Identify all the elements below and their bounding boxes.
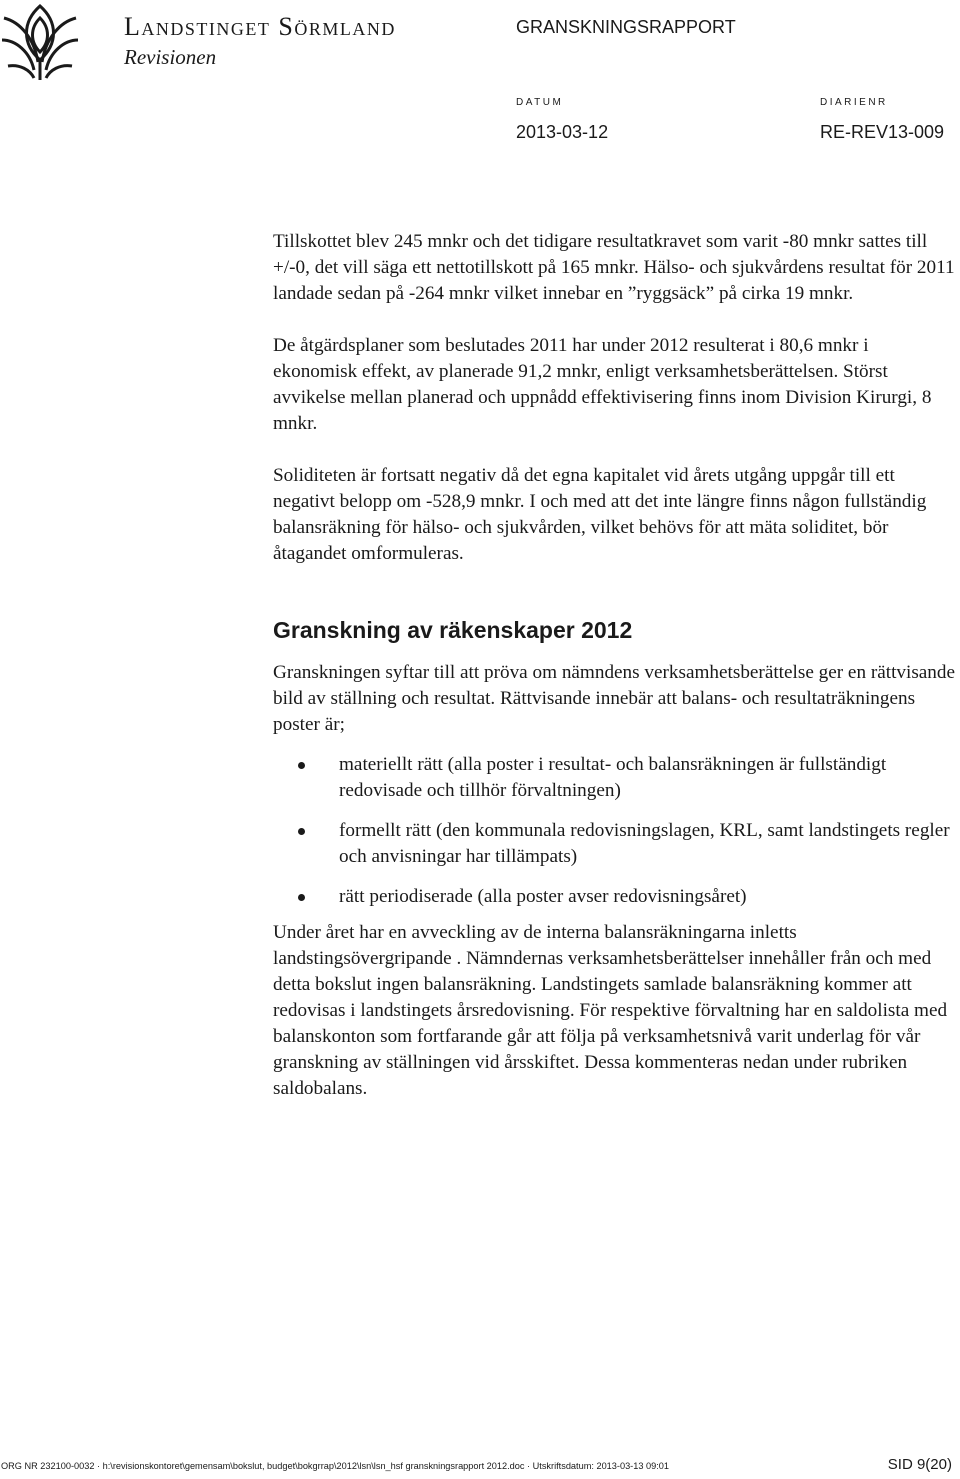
bullet-icon bbox=[298, 894, 305, 901]
paragraph-4: Granskningen syftar till att pröva om nämndens verksamhetsberättelse ger en rättvisande bild av ställning och resultat. Rättvisande innebär att balans- och resultaträkningens poster är; bbox=[273, 662, 956, 735]
bullet-list bbox=[273, 752, 957, 910]
paragraph-5: Under året har en avveckling av de interna balansräkningarna inletts landstingsövergripande . Nämndernas verksamhetsberättelser innehåller från och med detta bokslut ingen balansräkning. Landstingets samlade balansräkning kommer att redovisas i landstingets årsredovisning. För respektive förvaltning har en saldolista med balanskonton som fortfarande går att följa på verksamhetsnivå varit underlag för vår granskning av ställningen vid årsskiftet. Dessa kommenteras nedan under rubriken saldobalans. bbox=[273, 922, 948, 1099]
landstinget-logo bbox=[0, 0, 80, 80]
bullet-icon bbox=[298, 762, 305, 769]
page-number: SID 9(20) bbox=[887, 1456, 952, 1473]
bullet-icon bbox=[298, 828, 305, 835]
paragraph-3: Soliditeten är fortsatt negativ då det egna kapitalet vid årets utgång uppgår till ett negativt belopp om -528,9 mnkr. I och med att det inte längre finns någon fullständig balansräkning för hälso- och sjukvården, vilket behövs för att mäta soliditet, bör åtagandet omformuleras. bbox=[273, 465, 927, 564]
paragraph-2: De åtgärdsplaner som beslutades 2011 har under 2012 resulterat i 80,6 mnkr i ekonomisk effekt, av planerade 91,2 mnkr, enligt verksamhetsberättelsen. Störst avvikelse mellan planerad och uppnådd effektivisering finns inom Division Kirurgi, 8 mnkr. bbox=[273, 335, 932, 434]
date-value: 2013-03-12 bbox=[516, 122, 609, 142]
document-body bbox=[273, 229, 957, 1128]
list-item-text: rätt periodiserade (alla poster avser redovisningsåret) bbox=[339, 886, 747, 907]
list-item bbox=[273, 884, 957, 910]
list-item-text: formellt rätt (den kommunala redovisningslagen, KRL, samt landstingets regler och anvisningar har tillämpats) bbox=[339, 820, 950, 867]
paragraph-1: Tillskottet blev 245 mnkr och det tidigare resultatkravet som varit -80 mnkr sattes till +/-0, det vill säga ett nettotillskott på 165 mnkr. Hälso- och sjukvårdens resultat för 2011 landade sedan på -264 mnkr vilket innebar en ”ryggsäck” på cirka 19 mnkr. bbox=[273, 231, 955, 304]
date-label: DATUM bbox=[516, 97, 564, 108]
report-type: GRANSKNINGSRAPPORT bbox=[516, 17, 736, 37]
org-name: Landstinget Sörmland bbox=[124, 12, 396, 41]
section-heading: Granskning av räkenskaper 2012 bbox=[273, 617, 633, 643]
footer-info: ORG NR 232100-0032 · h:\revisionskontoret\gemensam\bokslut, budget\bokgrrap\2012\lsn\lsn_hsf granskningsrapport 2012.doc · Utskriftsdatum: 2013-03-13 09:01 bbox=[1, 1461, 670, 1471]
list-item-text: materiellt rätt (alla poster i resultat- och balansräkningen är fullständigt redovisade och tillhör förvaltningen) bbox=[339, 754, 887, 801]
list-item bbox=[273, 752, 957, 804]
diary-label: DIARIENR bbox=[820, 97, 888, 108]
diary-value: RE-REV13-009 bbox=[820, 122, 945, 142]
list-item bbox=[273, 818, 957, 870]
org-subtitle: Revisionen bbox=[124, 45, 217, 69]
